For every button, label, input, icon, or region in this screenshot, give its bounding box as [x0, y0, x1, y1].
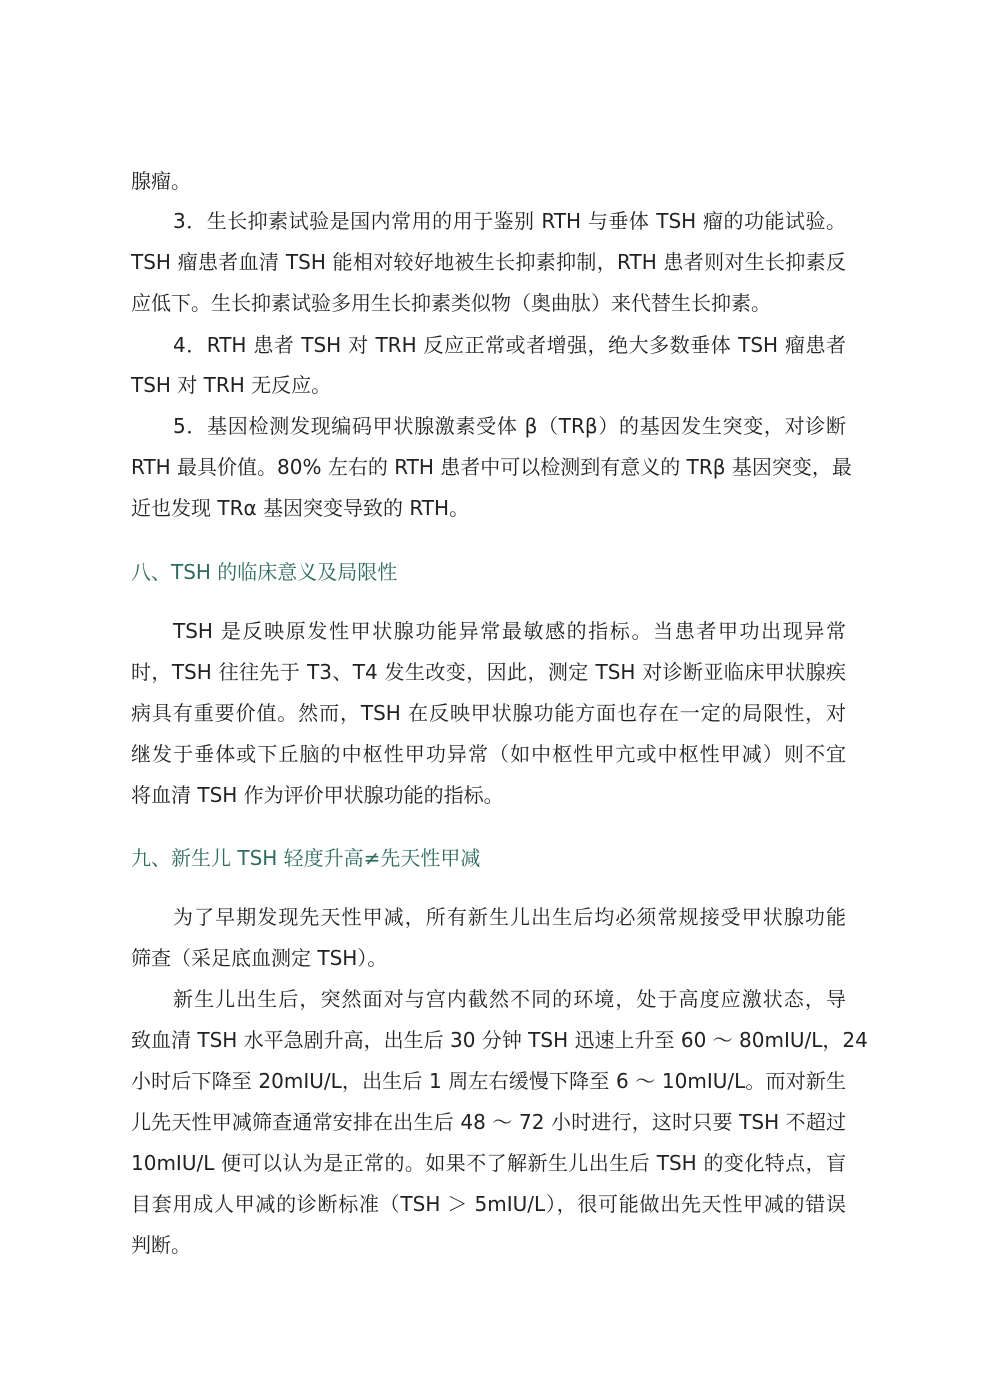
- paragraph-line: 将血清 TSH 作为评价甲状腺功能的指标。: [131, 783, 504, 807]
- paragraph-line: 为了早期发现先天性甲减，所有新生儿出生后均必须常规接受甲状腺功能: [173, 905, 846, 929]
- paragraph-line: 近也发现 TRα 基因突变导致的 RTH。: [131, 496, 470, 520]
- paragraph-line: 4．RTH 患者 TSH 对 TRH 反应正常或者增强，绝大多数垂体 TSH 瘤患者: [173, 333, 846, 357]
- paragraph-line: 应低下。生长抑素试验多用生长抑素类似物（奥曲肽）来代替生长抑素。: [131, 291, 771, 315]
- paragraph-line: TSH 是反映原发性甲状腺功能异常最敏感的指标。当患者甲功出现异常: [173, 619, 846, 643]
- paragraph-line: 10mIU/L 便可以认为是正常的。如果不了解新生儿出生后 TSH 的变化特点，盲: [131, 1151, 846, 1175]
- paragraph-line: 筛查（采足底血测定 TSH）。: [131, 946, 388, 970]
- paragraph-line: TSH 瘤患者血清 TSH 能相对较好地被生长抑素抑制，RTH 患者则对生长抑素反: [131, 250, 846, 274]
- section-heading: 九、新生儿 TSH 轻度升高≠先天性甲减: [131, 846, 481, 870]
- paragraph-line: TSH 对 TRH 无反应。: [131, 373, 332, 397]
- section-heading: 八、TSH 的临床意义及局限性: [131, 560, 398, 584]
- paragraph-line: 小时后下降至 20mIU/L，出生后 1 周左右缓慢下降至 6 ～ 10mIU/L。而对新生: [131, 1069, 846, 1093]
- paragraph-line: 判断。: [131, 1233, 191, 1257]
- paragraph-line: 儿先天性甲减筛查通常安排在出生后 48 ～ 72 小时进行，这时只要 TSH 不超过: [131, 1110, 846, 1134]
- paragraph-line: 目套用成人甲减的诊断标准（TSH ＞ 5mIU/L），很可能做出先天性甲减的错误: [131, 1192, 846, 1216]
- paragraph-line: 病具有重要价值。然而，TSH 在反映甲状腺功能方面也存在一定的局限性，对: [131, 701, 846, 725]
- paragraph-line: 5．基因检测发现编码甲状腺激素受体 β（TRβ）的基因发生突变，对诊断: [173, 414, 846, 438]
- paragraph-line: 腺瘤。: [131, 169, 191, 193]
- paragraph-line: RTH 最具价值。80% 左右的 RTH 患者中可以检测到有意义的 TRβ 基因突变，最: [131, 455, 852, 479]
- paragraph-line: 3．生长抑素试验是国内常用的用于鉴别 RTH 与垂体 TSH 瘤的功能试验。: [173, 209, 846, 233]
- paragraph-line: 继发于垂体或下丘脑的中枢性甲功异常（如中枢性甲亢或中枢性甲减）则不宜: [131, 742, 846, 766]
- paragraph-line: 新生儿出生后，突然面对与宫内截然不同的环境，处于高度应激状态，导: [173, 987, 846, 1011]
- paragraph-line: 时，TSH 往往先于 T3、T4 发生改变，因此，测定 TSH 对诊断亚临床甲状腺疾: [131, 660, 846, 684]
- paragraph-line: 致血清 TSH 水平急剧升高，出生后 30 分钟 TSH 迅速上升至 60 ～ 80mIU/L，24: [131, 1028, 868, 1052]
